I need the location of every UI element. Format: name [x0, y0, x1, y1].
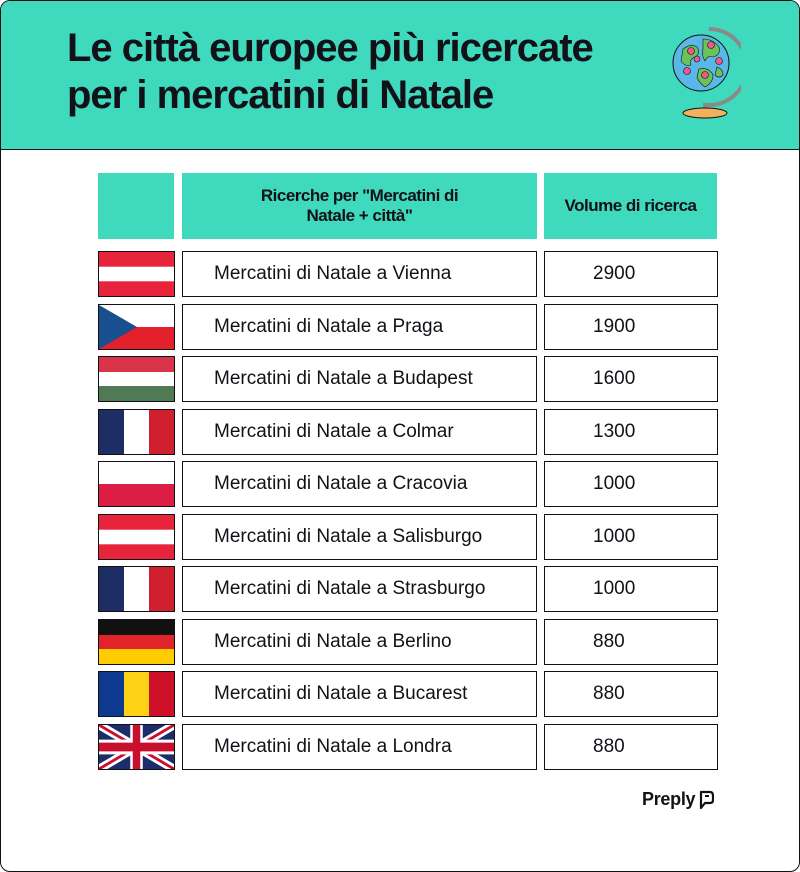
query-text: Mercatini di Natale a Praga: [214, 315, 444, 337]
table-cell-query: [182, 409, 537, 455]
globe-with-pins-icon: [669, 23, 741, 119]
hungary-flag: [98, 356, 175, 402]
volume-value: 2900: [593, 263, 636, 284]
table-cell-volume: [544, 251, 718, 297]
volume-value: 880: [593, 683, 625, 704]
romania-flag: [98, 671, 175, 717]
brand-name: Preply: [642, 789, 696, 809]
germany-flag: [98, 619, 175, 665]
france-flag: [98, 409, 175, 455]
table-cell-query: [182, 304, 537, 350]
volume-value: 1900: [593, 315, 636, 337]
table-cell-volume: [544, 304, 718, 350]
volume-value: 1000: [593, 525, 636, 547]
table-cell-query: [182, 461, 537, 507]
table-cell-volume: [544, 724, 718, 770]
query-text: Mercatini di Natale a Bucarest: [214, 683, 468, 704]
table-cell-query: [182, 566, 537, 612]
table-cell-volume: [544, 356, 718, 402]
volume-value: 1300: [593, 420, 636, 442]
table-cell-volume: [544, 619, 718, 665]
header-cell-flag: [98, 173, 174, 239]
volume-value: 1000: [593, 578, 636, 599]
austria-flag: [98, 514, 175, 560]
table-cell-query: [182, 356, 537, 402]
title-line-1: Le città europee più ricercate: [67, 26, 593, 70]
poland-flag: [98, 461, 175, 507]
query-text: Mercatini di Natale a Strasburgo: [214, 578, 486, 599]
table-cell-volume: [544, 566, 718, 612]
title-line-2: per i mercatini di Natale: [67, 73, 494, 117]
table-cell-volume: [544, 671, 718, 717]
table-cell-query: [182, 619, 537, 665]
query-text: Mercatini di Natale a Vienna: [214, 263, 452, 284]
preply-logo-icon: [698, 790, 714, 810]
query-text: Mercatini di Natale a Salisburgo: [214, 525, 483, 547]
query-text: Mercatini di Natale a Londra: [214, 735, 452, 757]
page-title: [67, 25, 647, 119]
czech-flag: [98, 304, 175, 350]
austria-flag: [98, 251, 175, 297]
volume-value: 1000: [593, 473, 636, 494]
uk-flag: [98, 724, 175, 770]
column-header-query: Ricerche per "Mercatini di Natale + città": [260, 186, 459, 225]
france-flag: [98, 566, 175, 612]
table-cell-query: [182, 514, 537, 560]
header-banner: [1, 1, 799, 150]
table-cell-query: [182, 724, 537, 770]
column-header-volume: Volume di ricerca: [564, 196, 697, 215]
table-cell-volume: [544, 514, 718, 560]
header-cell-query: [182, 173, 537, 239]
header-cell-volume: [544, 173, 717, 239]
query-text: Mercatini di Natale a Colmar: [214, 420, 454, 442]
volume-value: 1600: [593, 368, 636, 389]
volume-value: 880: [593, 630, 625, 652]
table-cell-query: [182, 671, 537, 717]
query-text: Mercatini di Natale a Cracovia: [214, 473, 468, 494]
table-cell-volume: [544, 409, 718, 455]
query-text: Mercatini di Natale a Berlino: [214, 630, 452, 652]
query-text: Mercatini di Natale a Budapest: [214, 368, 473, 389]
preply-logo: [642, 789, 714, 810]
table-cell-volume: [544, 461, 718, 507]
volume-value: 880: [593, 735, 625, 757]
table-cell-query: [182, 251, 537, 297]
